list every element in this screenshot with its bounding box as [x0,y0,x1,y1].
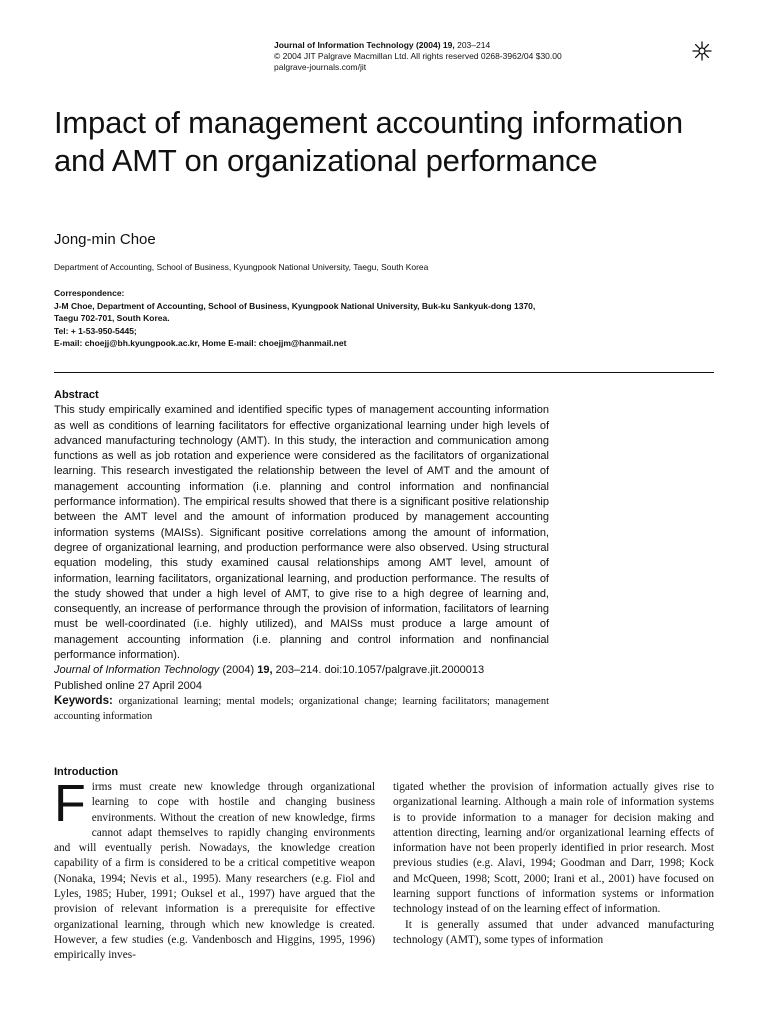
citation-journal: Journal of Information Technology [54,664,220,677]
drop-cap: F [54,775,86,833]
correspondence-block [54,287,654,350]
keywords-label: Keywords: [54,694,113,707]
body-column-right [393,780,714,948]
journal-url[interactable]: palgrave-journals.com/jit [274,62,367,72]
intro-paragraph-2: It is generally assumed that under advanced manufacturing technology (AMT), some types of information [393,918,714,946]
copyright-line: © 2004 JIT Palgrave Macmillan Ltd. All rights reserved 0268-3962/04 $30.00 [274,51,562,61]
citation-volume: 19, [257,664,273,677]
introduction-heading: Introduction [54,766,119,778]
abstract-heading: Abstract [54,389,99,401]
correspondence-city: Taegu 702-701, South Korea. [54,313,170,323]
palgrave-star-icon [692,41,712,61]
citation-year: (2004) [219,664,258,677]
keywords-line [54,694,549,725]
correspondence-phone: Tel: + 1-53-950-5445; [54,325,137,336]
correspondence-address: J-M Choe, Department of Accounting, School of Business, Kyungpook National University, Buk-ku Sankyuk-dong 1370, [54,300,536,311]
author-affiliation: Department of Accounting, School of Business, Kyungpook National University, Taegu, South Korea [54,262,429,272]
journal-line: Journal of Information Technology (2004) 19, [274,40,455,50]
article-title: Impact of management accounting information and AMT on organizational performance [54,105,683,178]
intro-paragraph-1-cont: tigated whether the provision of information actually gives rise to organizational learning. Although a main role of information systems is to provide information to a manager for decision making and attention directing, learning and/or organizational learning effects of information have not been properly identified in prior research. Most previous studies (e.g. Alavi, 1994; Goodman and Darr, 1998; Kock and McQueen, 1998; Scott, 2000; Irani et al., 2001) have focused on learning support functions of information systems or information technology instead of on the learning effect of information. [393,781,714,916]
body-column-left [54,775,375,964]
section-divider [54,372,714,373]
citation-doi[interactable]: 203–214. doi:10.1057/palgrave.jit.2000013 [272,664,485,677]
intro-paragraph-1: irms must create new knowledge through organizational learning to cope with hostile and changing business environments. Without the creation of new knowledge, firms cannot adapt themselves to rapidly changing environments and will eventually perish. Nowadays, the knowledge creation capability of a firm is considered to be a critical competitive weapon (Nonaka, 1994; Nevis et al., 1995). Many researchers (e.g. Fiol and Lyles, 1985; Huber, 1991; Ouksel et al., 1997) have argued that the provision of relevant information is a prerequisite for effective organizational learning, through which new knowledge is created. However, a few studies (e.g. Vandenbosch and Higgins, 1995, 1996) empirically inves- [54,781,375,962]
journal-header [274,40,562,73]
author-name: Jong-min Choe [54,231,156,248]
abstract-text: This study empirically examined and identified specific types of management accounting information as well as conditions of learning facilitators for effective organizational learning under high levels of advanced manufacturing technology (AMT). In this study, the interaction and communication among functions as well as job rotation and experience were considered as the facilitators of organizational learning. This research investigated the relationship between the level of AMT and the amount of management accounting information (i.e. planning and control information and nonfinancial performance information). The empirical results showed that there is a significant positive relationship between the AMT level and the amount of information produced by management accounting information systems (MAISs). Significant positive correlations among the amount of information, degree of organizational learning, and production performance were also observed. Using structural equation modeling, this study examined causal relationships among AMT level, amount of information, learning facilitators, organizational learning, and production performance. The results of the study showed that under a high level of AMT, to give rise to a high degree of learning and, consequently, an increase of performance through the provision of information, facilitators of learning must be well-coordinated (i.e. highly utilized), and MAISs must produce a large amount of management accounting information (i.e. planning and control information and nonfinancial performance information). [54,404,549,662]
keywords-text: organizational learning; mental models; organizational change; learning facilitators; management accounting information [54,695,549,723]
correspondence-label: Correspondence: [54,288,125,298]
journal-citation-line [274,40,562,51]
correspondence-email[interactable]: E-mail: choejj@bh.kyungpook.ac.kr, Home E-mail: choejjm@hanmail.net [54,338,347,348]
citation-line [54,663,549,678]
abstract-block [54,388,549,725]
published-date: Published online 27 April 2004 [54,679,203,692]
journal-pages: 203–214 [454,40,491,50]
